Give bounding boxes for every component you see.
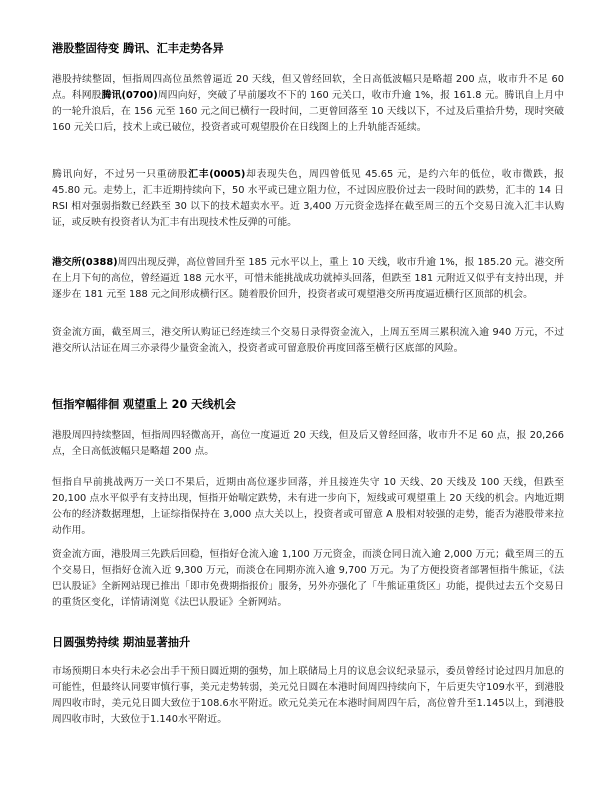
section-1-paragraph-3 <box>52 255 564 303</box>
section-2-paragraph-3 <box>52 547 564 611</box>
paragraph-text: 周四出现反弹，高位曾回升至 185 元水平以上，重上 10 天线，收市升逾 1%，报 185.20 元。港交所在上月下旬的高位，曾经逼近 188 元水平，可惜未能挑战成功就掉头回落，但跌至 181 元附近又似乎有支持出现，并逐步在 181 元至 188 元之间形成横行区。随着股价回升，投资者或可观望港交所再度逼近横行区顶部的机会。 <box>52 257 564 300</box>
section-2-heading: 恒指窄幅徘徊 观望重上 20 天线机会 <box>52 398 236 411</box>
section-2-paragraph-1 <box>52 428 564 460</box>
paragraph-text: 港股持续整固，恒指周四高位虽然曾逼近 20 天线，但又曾经回软，全日高低波幅只是略超 200 点，收市升不足 60 点。科网股 <box>52 74 564 101</box>
section-1-paragraph-2 <box>52 167 564 231</box>
section-3-heading: 日圆强势持续 期油显著抽升 <box>52 636 191 649</box>
stock-name-tencent: 腾讯(0700) <box>101 90 158 101</box>
section-2-paragraph-2 <box>52 475 564 539</box>
section-1-heading: 港股整固待变 腾讯、汇丰走势各异 <box>52 42 224 55</box>
paragraph-text: 资金流方面，截至周三，港交所认购证已经连续三个交易日录得资金流入，上周五至周三累积流入逾 940 万元，不过港交所认沽证在周三亦录得少量资金流入，投资者或可留意股价再度回落至横行区底部的风险。 <box>52 327 564 354</box>
stock-name-hsbc: 汇丰(0005) <box>188 169 246 180</box>
section-3-paragraph-1 <box>52 664 564 728</box>
paragraph-text: 资金流方面，港股周三先跌后回稳，恒指好仓流入逾 1,100 万元资金，而淡仓同日流入逾 2,000 万元；截至周三的五个交易日，恒指好仓流入近 9,300 万元，而淡仓在同期亦流入逾 9,700 万元。为了方便投资者部署恒指牛熊证，《法巴认股证》全新网站现已推出「即市免费期指报价」服务，另外亦强化了「牛熊证重货区」功能，提供过去五个交易日的重货区变化，详情请浏览《法巴认股证》全新网站。 <box>52 549 564 608</box>
section-1-paragraph-4 <box>52 325 564 357</box>
section-1-paragraph-1 <box>52 72 564 136</box>
paragraph-text: 却表现失色，周四曾低见 45.65 元，是约六年的低位，收市微跌，报 45.80 元。走势上，汇丰近期持续向下，50 水平或已建立阻力位，不过因应股价过去一段时间的跌势，汇丰的 14 日 RSI 相对强弱指数已经跌至 30 以下的技术超卖水平。近 3,400 万元资金选择在截至周三的五个交易日流入汇丰认购证，或反映有投资者认为汇丰有出现技术性反弹的可能。 <box>52 169 564 228</box>
stock-name-hkex: 港交所(0388) <box>52 257 118 268</box>
paragraph-text: 恒指自早前挑战两万一关口不果后，近期由高位逐步回落，并且接连失守 10 天线、20 天线及 100 天线，但跌至 20,100 点水平似乎有支持出现，恒指开始喘定跌势，未有进一步向下，短线或可观望重上 20 天线的机会。内地近期公布的经济数据理想，上证综指保持在 3,000 点大关以上，投资者或可留意 A 股相对较强的走势，能否为港股带来拉动作用。 <box>52 477 564 536</box>
paragraph-text: 市场预期日本央行未必会出手干预日圆近期的强势，加上联储局上月的议息会议纪录显示，委员曾经讨论过四月加息的可能性，但最终认同要审慎行事，美元走势转弱，美元兑日圆在本港时间周四持续向下，午后更失守109水平，到港股周四收市时，美元兑日圆大致位于108.6水平附近。欧元兑美元在本港时间周四午后，高位曾升至1.145以上，到港股周四收市时，大致位于1.140水平附近。 <box>52 666 564 725</box>
paragraph-text: 腾讯向好，不过另一只重磅股 <box>52 169 189 180</box>
paragraph-text: 周四向好，突破了早前屡攻不下的 160 元关口，收市升逾 1%，报 161.8 元。腾讯自上月中的一轮升浪后，在 156 元至 160 元之间已横行一段时间，二更曾回落至 10 天线以下，不过及后重拾升势，现时突破 160 元关口后，技术上或已破位，投资者或可观望股价在日线图上的上升轨能否延续。 <box>52 90 564 133</box>
paragraph-text: 港股周四持续整固，恒指周四轻微高开，高位一度逼近 20 天线，但及后又曾经回落，收市升不足 60 点，报 20,266 点，全日高低波幅只是略超 200 点。 <box>52 430 564 457</box>
